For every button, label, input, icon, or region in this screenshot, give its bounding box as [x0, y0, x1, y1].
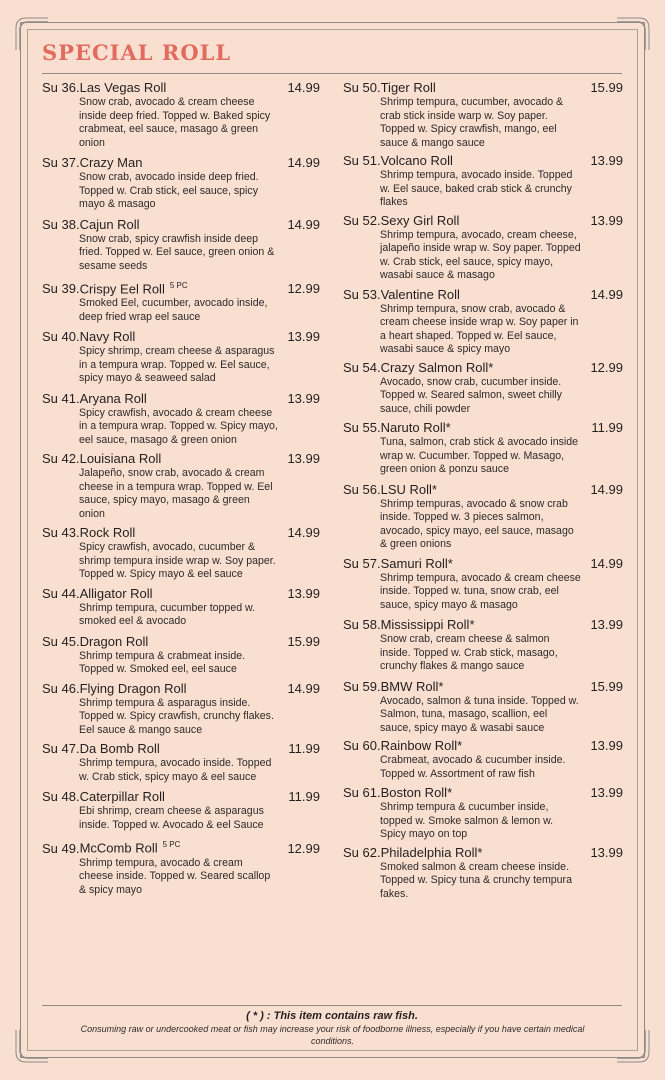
menu-item-name-text: BMW Roll* [380, 678, 444, 694]
menu-item [343, 360, 623, 417]
menu-item-name-text: Caterpillar Roll [79, 789, 165, 805]
menu-item-price: 15.99 [590, 80, 623, 95]
menu-item-name [381, 482, 583, 498]
menu-item-price: 15.99 [287, 633, 320, 649]
menu-item-description: Snow crab, avocado inside deep fried. Topped w. Crab stick, eel sauce, spicy mayo & masago [79, 171, 259, 210]
menu-item [42, 525, 320, 582]
menu-item-code: Su 39. [42, 281, 80, 297]
menu-item-price: 13.99 [287, 390, 320, 406]
menu-item-name-text: Volcano Roll [380, 153, 453, 168]
footer-divider [42, 1005, 622, 1006]
menu-item-description: Avocado, salmon & tuna inside. Topped w. Salmon, tuna, masago, scallion, eel sauce, spicy mayo & wasabi sauce [380, 694, 579, 734]
menu-item [42, 789, 320, 832]
menu-item-price: 14.99 [287, 216, 320, 232]
menu-item-code: Su 38. [42, 216, 80, 232]
menu-item-name [381, 845, 583, 861]
menu-item-price: 13.99 [590, 212, 623, 228]
menu-item-name [381, 80, 583, 96]
menu-item-header [343, 153, 623, 169]
menu-item-name-text: Aryana Roll [79, 390, 147, 406]
menu-item-name-text: Sexy Girl Roll [380, 212, 460, 228]
menu-item-header [343, 80, 623, 96]
menu-item-price: 13.99 [287, 451, 320, 467]
section-title: SPECIAL ROLL [42, 40, 232, 65]
menu-item-description: Smoked Eel, cucumber, avocado inside, deep fried wrap eel sauce [79, 297, 268, 323]
menu-item-header [42, 525, 320, 541]
menu-item [42, 329, 320, 386]
menu-item-name-text: Da Bomb Roll [79, 741, 160, 757]
menu-item-name-text: Navy Roll [79, 329, 136, 345]
menu-item-price: 13.99 [590, 844, 623, 860]
menu-item-code: Su 60. [343, 738, 381, 753]
menu-item-code: Su 54. [343, 359, 381, 375]
menu-item-name [80, 451, 280, 467]
menu-item-header [343, 213, 623, 229]
menu-item-name [80, 681, 280, 697]
menu-item [343, 213, 623, 283]
menu-item [343, 845, 623, 902]
menu-item-description: Shrimp tempura & crabmeat inside. Topped w. Smoked eel, eel sauce [79, 649, 246, 676]
menu-item [343, 287, 623, 357]
menu-item-header [343, 482, 623, 498]
menu-item-name-text: Samuri Roll* [380, 555, 453, 571]
menu-item [343, 420, 623, 477]
menu-item-code: Su 45. [42, 633, 80, 649]
menu-item-code: Su 36. [42, 80, 80, 95]
menu-item-header [42, 681, 320, 697]
menu-item-description: Shrimp tempura, avocado & cream cheese inside. Topped w. tuna, snow crab, eel sauce, spicy mayo & masago [380, 571, 581, 611]
raw-fish-note: ( * ) : This item contains raw fish. [246, 1010, 418, 1022]
menu-item [42, 741, 320, 784]
menu-item-code: Su 40. [42, 329, 80, 345]
menu-item-code: Su 58. [343, 617, 381, 632]
menu-item-description: Smoked salmon & cream cheese inside. Topped w. Spicy tuna & crunchy tempura fakes. [380, 860, 572, 900]
menu-item-code: Su 61. [343, 785, 381, 800]
menu-item-description: Shrimp tempura, avocado, cream cheese, jalapeño inside wrap w. Soy paper. Topped w. Crab stick, eel sauce, spicy mayo, wasabi sauce & masago [380, 228, 581, 281]
menu-item-header [42, 741, 320, 757]
menu-item-name-text: McComb Roll [79, 840, 158, 856]
menu-item [42, 217, 320, 274]
menu-item-code: Su 37. [42, 155, 80, 170]
title-divider [42, 73, 622, 74]
menu-item-piece-count: 5 PC [162, 840, 181, 850]
menu-item-header [343, 360, 623, 376]
menu-item-description: Shrimp tempura, avocado inside. Topped w. Crab stick, spicy mayo & eel sauce [79, 757, 272, 783]
menu-item-description: Shrimp tempuras, avocado & snow crab inside. Topped w. 3 pieces salmon, avocado, spicy mayo, eel sauce, masago & green onions [380, 497, 574, 550]
menu-item-description: Jalapeño, snow crab, avocado & cream cheese in a tempura wrap. Topped w. Eel sauce, spicy mayo, masago & green onion [79, 467, 273, 520]
menu-item-header [42, 278, 320, 297]
menu-item-price: 14.99 [590, 286, 623, 302]
menu-item-name [381, 738, 583, 754]
menu-item-header [343, 556, 623, 572]
menu-item-name-text: Las Vegas Roll [79, 80, 167, 95]
menu-item-price: 14.99 [287, 680, 320, 696]
menu-item [343, 80, 623, 150]
menu-item-name [381, 785, 583, 801]
menu-item-code: Su 53. [343, 286, 381, 302]
menu-item-name [381, 213, 583, 229]
menu-item-header [343, 287, 623, 303]
menu-item [343, 785, 623, 842]
menu-item-name-text: Crispy Eel Roll [79, 281, 165, 297]
menu-item-name-text: Cajun Roll [79, 216, 140, 232]
menu-item-price: 14.99 [590, 555, 623, 571]
menu-item-name [80, 80, 280, 96]
menu-item-name [381, 360, 583, 376]
menu-item-price: 14.99 [590, 481, 623, 497]
menu-item [343, 617, 623, 674]
menu-item-price: 13.99 [590, 785, 623, 800]
menu-item-header [42, 837, 320, 856]
menu-item-price: 12.99 [590, 359, 623, 375]
menu-item-name-text: Dragon Roll [79, 633, 149, 649]
menu-item-code: Su 42. [42, 451, 80, 467]
menu-item [42, 451, 320, 521]
menu-item [343, 556, 623, 613]
menu-item-header [42, 329, 320, 345]
menu-item-price: 13.99 [590, 738, 623, 753]
menu-item-description: Shrimp tempura & cucumber inside, topped w. Smoke salmon & lemon w. Spicy mayo on top [380, 801, 554, 840]
menu-item-name [381, 153, 583, 169]
menu-item-name [80, 391, 280, 407]
menu-item-name [80, 525, 280, 541]
menu-item-name [80, 329, 280, 345]
menu-item-description: Tuna, salmon, crab stick & avocado inside wrap w. Cucumber. Topped w. Masago, green onion & ponzu sauce [380, 436, 579, 475]
menu-item-name [80, 278, 280, 297]
menu-item-price: 11.99 [591, 420, 623, 435]
menu-item-price: 11.99 [288, 741, 320, 757]
menu-item-name-text: LSU Roll* [380, 481, 437, 497]
right-menu-column [343, 80, 623, 901]
menu-item-code: Su 51. [343, 153, 381, 168]
menu-item-price: 15.99 [590, 678, 623, 694]
menu-item-header [343, 845, 623, 861]
menu-item-header [42, 391, 320, 407]
menu-item-name [381, 287, 583, 303]
menu-item [42, 586, 320, 629]
menu-item-description: Snow crab, cream cheese & salmon inside. Topped w. Crab stick, masago, crunchy flakes & mango sauce [380, 633, 558, 672]
menu-item-code: Su 41. [42, 390, 80, 406]
menu-item-code: Su 55. [343, 420, 381, 435]
menu-item-code: Su 52. [343, 212, 381, 228]
health-warning: Consuming raw or undercooked meat or fish may increase your risk of foodborne illness, especially if you have certain medical conditions. [80, 1024, 585, 1046]
menu-item-code: Su 43. [42, 525, 80, 541]
menu-item-name-text: Naruto Roll* [380, 420, 451, 435]
menu-item-description: Ebi shrimp, cream cheese & asparagus inside. Topped w. Avocado & eel Sauce [79, 805, 264, 831]
menu-item-name-text: Louisiana Roll [79, 451, 162, 467]
menu-item-code: Su 49. [42, 840, 80, 856]
corner-ornament-bottom-right [617, 1030, 651, 1064]
menu-item [42, 681, 320, 738]
menu-item-name [381, 556, 583, 572]
menu-item-price: 14.99 [287, 525, 320, 541]
menu-item [343, 482, 623, 552]
menu-item-name [80, 837, 280, 856]
left-menu-column [42, 80, 320, 897]
menu-item-description: Crabmeat, avocado & cucumber inside. Topped w. Assortment of raw fish [380, 754, 566, 780]
menu-item-header [42, 634, 320, 650]
corner-ornament-bottom-left [14, 1030, 48, 1064]
menu-item [42, 155, 320, 212]
menu-item-name [80, 789, 280, 805]
menu-item-name [80, 586, 280, 602]
menu-item-name-text: Philadelphia Roll* [380, 844, 483, 860]
menu-item-name-text: Mississippi Roll* [380, 617, 475, 632]
menu-item-price: 12.99 [287, 281, 320, 297]
menu-item-price: 14.99 [287, 155, 320, 170]
menu-item-code: Su 47. [42, 741, 80, 757]
menu-item-description: Shrimp tempura, snow crab, avocado & cream cheese inside wrap w. Soy paper in a heart shaped. Topped w. Eel sauce, wasabi sauce & spicy mayo [380, 302, 579, 355]
menu-item-header [42, 789, 320, 805]
menu-item-price: 11.99 [288, 789, 320, 805]
menu-item-name [381, 420, 583, 436]
menu-item-price: 13.99 [590, 153, 623, 168]
menu-item-name-text: Crazy Man [79, 155, 143, 170]
menu-item [343, 153, 623, 210]
menu-item [42, 80, 320, 150]
menu-item-header [42, 586, 320, 602]
menu-item-header [42, 80, 320, 96]
menu-item-header [42, 217, 320, 233]
menu-item-code: Su 59. [343, 678, 381, 694]
menu-item [42, 278, 320, 324]
menu-item-header [343, 738, 623, 754]
menu-item-price: 14.99 [287, 80, 320, 95]
menu-item-description: Shrimp tempura, avocado inside. Topped w. Eel sauce, baked crab stick & crunchy flakes [380, 169, 573, 208]
menu-item-name-text: Crazy Salmon Roll* [380, 359, 494, 375]
menu-item-price: 13.99 [287, 329, 320, 345]
menu-item-name-text: Rainbow Roll* [380, 738, 463, 753]
menu-item-description: Shrimp tempura & asparagus inside. Topped w. Spicy crawfish, crunchy flakes. Eel sauce & mango sauce [79, 696, 274, 736]
menu-item-header [343, 420, 623, 436]
menu-item-description: Spicy crawfish, avocado & cream cheese in a tempura wrap. Topped w. Spicy mayo, eel sauce, masago & green onion [79, 406, 278, 446]
menu-item-price: 12.99 [287, 840, 320, 856]
menu-item-description: Shrimp tempura, cucumber, avocado & crab stick inside warp w. Soy paper. Topped w. Spicy crawfish, mango, eel sauce & mango sauce [380, 96, 564, 149]
menu-item-name [80, 217, 280, 233]
menu-item-description: Spicy shrimp, cream cheese & asparagus in a tempura wrap. Topped w. Eel sauce, spicy mayo & seaweed salad [79, 345, 275, 385]
menu-item [42, 391, 320, 448]
menu-item [343, 738, 623, 781]
menu-item-price: 13.99 [590, 617, 623, 632]
menu-item-name-text: Tiger Roll [380, 80, 436, 95]
menu-item-code: Su 56. [343, 481, 381, 497]
menu-item-code: Su 48. [42, 789, 80, 805]
corner-ornament-top-right [617, 16, 651, 50]
menu-item [42, 837, 320, 897]
menu-item-header [343, 785, 623, 801]
menu-item-header [42, 451, 320, 467]
menu-item-name-text: Valentine Roll [380, 286, 460, 302]
menu-item-name [80, 634, 280, 650]
menu-item-code: Su 46. [42, 680, 80, 696]
menu-item-code: Su 62. [343, 844, 381, 860]
menu-item-code: Su 50. [343, 80, 381, 95]
menu-item-code: Su 57. [343, 555, 381, 571]
menu-item-description: Spicy crawfish, avocado, cucumber & shrimp tempura inside wrap w. Soy paper. Topped w. Spicy mayo & eel sauce [79, 541, 276, 581]
menu-item-name [80, 155, 280, 171]
menu-item-description: Shrimp tempura, cucumber topped w. smoked eel & avocado [79, 601, 256, 628]
menu-item [42, 634, 320, 677]
menu-item-description: Snow crab, spicy crawfish inside deep fried. Topped w. Eel sauce, green onion & sesame seeds [79, 232, 275, 272]
menu-item-piece-count: 5 PC [169, 281, 188, 290]
menu-item-name-text: Boston Roll* [380, 785, 453, 800]
menu-item-header [343, 617, 623, 633]
menu-item-code: Su 44. [42, 585, 80, 601]
menu-item-name-text: Rock Roll [79, 525, 136, 541]
menu-item-description: Snow crab, avocado & cream cheese inside deep fried. Topped w. Baked spicy crabmeat, eel sauce, masago & green onion [79, 96, 271, 149]
menu-item-description: Shrimp tempura, avocado & cream cheese inside. Topped w. Seared scallop & spicy mayo [79, 856, 271, 896]
menu-item-name [80, 741, 280, 757]
menu-item-header [42, 155, 320, 171]
menu-item-name-text: Flying Dragon Roll [79, 680, 187, 696]
menu-item-name [381, 617, 583, 633]
menu-item [343, 679, 623, 736]
menu-item-price: 13.99 [287, 585, 320, 601]
menu-item-header [343, 679, 623, 695]
menu-item-name-text: Alligator Roll [79, 585, 153, 601]
menu-item-name [381, 679, 583, 695]
menu-item-description: Avocado, snow crab, cucumber inside. Topped w. Seared salmon, sweet chilly sauce, chili powder [380, 375, 562, 415]
